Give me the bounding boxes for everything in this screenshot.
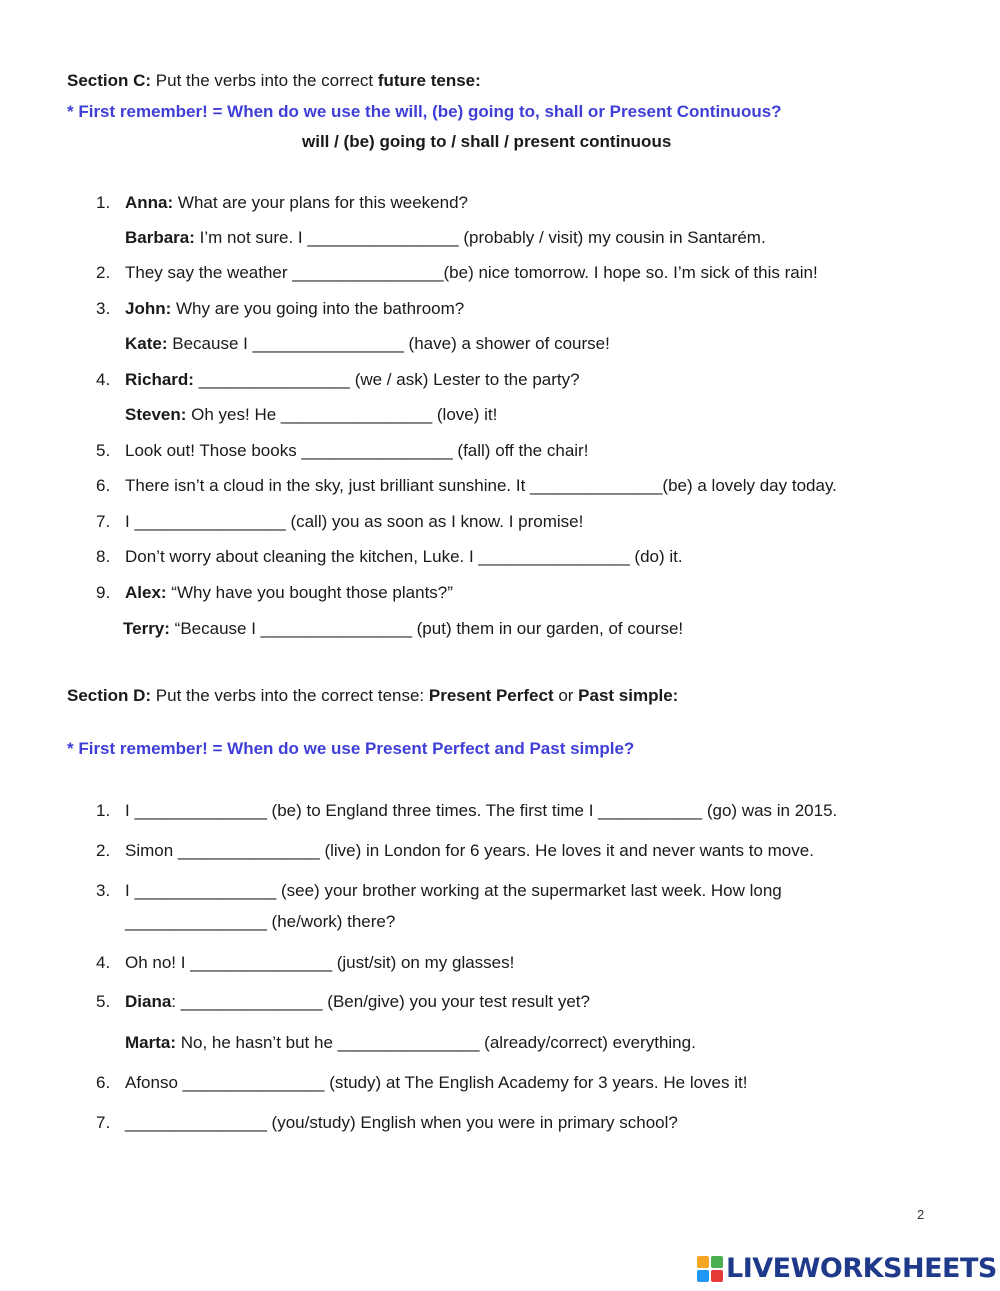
speaker: Kate: [125, 334, 168, 353]
item-text: I’m not sure. I ________________ (probably / visit) my cousin in Santarém. [194, 228, 766, 247]
list-item [125, 334, 610, 354]
item-number: 7. [96, 512, 111, 531]
item-text: Oh yes! He ________________ (love) it! [186, 405, 498, 424]
logo-text: LIVEWORKSHEETS [726, 1253, 997, 1284]
item-number: 5. [96, 992, 111, 1011]
liveworksheets-logo[interactable] [697, 1255, 997, 1282]
section-c-reminder: * First remember! = When do we use the will, (be) going to, shall or Present Continuous? [67, 102, 782, 121]
item-text: No, he hasn’t but he _______________ (already/correct) everything. [176, 1033, 696, 1052]
section-d-tense-2: Past simple: [578, 686, 679, 705]
section-c-options: will / (be) going to / shall / present continuous [302, 132, 672, 151]
logo-block [697, 1270, 709, 1282]
list-item: Don’t worry about cleaning the kitchen, Luke. I ________________ (do) it. [125, 547, 683, 566]
list-item: Afonso _______________ (study) at The English Academy for 3 years. He loves it! [125, 1073, 748, 1092]
section-c-label: Section C: [67, 71, 152, 90]
item-text: Why are you going into the bathroom? [171, 299, 465, 318]
list-item [125, 405, 497, 425]
list-item [125, 299, 464, 319]
item-number: 1. [96, 193, 111, 212]
list-item: Oh no! I _______________ (just/sit) on my glasses! [125, 953, 515, 972]
logo-block [711, 1256, 723, 1268]
item-number: 8. [96, 547, 111, 566]
list-item [125, 370, 580, 390]
section-c-instruction: Put the verbs into the correct [151, 71, 378, 90]
speaker: Anna: [125, 193, 174, 212]
speaker: Terry: [123, 619, 170, 638]
list-item: They say the weather ________________(be) nice tomorrow. I hope so. I’m sick of this rain! [125, 263, 818, 282]
speaker: Richard: [125, 370, 194, 389]
item-text: : _______________ (Ben/give) you your test result yet? [171, 992, 590, 1011]
item-number: 7. [96, 1113, 111, 1132]
list-item: I _______________ (see) your brother working at the supermarket last week. How long [125, 881, 782, 900]
item-text: “Why have you bought those plants?” [166, 583, 453, 602]
speaker: John: [125, 299, 172, 318]
list-item [123, 619, 683, 639]
section-d-label: Section D: [67, 686, 152, 705]
item-text: “Because I ________________ (put) them in our garden, of course! [169, 619, 684, 638]
item-text: ________________ (we / ask) Lester to the party? [193, 370, 580, 389]
item-number: 2. [96, 263, 111, 282]
speaker: Marta: [125, 1033, 177, 1052]
section-c-heading [67, 71, 481, 91]
item-number: 2. [96, 841, 111, 860]
list-item [125, 228, 766, 248]
list-item: Look out! Those books ________________ (fall) off the chair! [125, 441, 589, 460]
list-item: There isn’t a cloud in the sky, just brilliant sunshine. It ______________(be) a lovely day today. [125, 476, 837, 495]
item-number: 4. [96, 953, 111, 972]
item-number: 6. [96, 476, 111, 495]
section-d-tense-1: Present Perfect [428, 686, 554, 705]
section-d-or: or [553, 686, 579, 705]
list-item [125, 992, 590, 1012]
item-number: 3. [96, 881, 111, 900]
list-item [125, 583, 453, 603]
speaker: Diana [125, 992, 172, 1011]
list-item: _______________ (you/study) English when you were in primary school? [125, 1113, 678, 1132]
liveworksheets-icon [697, 1256, 723, 1282]
item-number: 3. [96, 299, 111, 318]
list-item [125, 193, 468, 213]
item-number: 5. [96, 441, 111, 460]
item-text: What are your plans for this weekend? [173, 193, 468, 212]
speaker: Steven: [125, 405, 187, 424]
item-number: 9. [96, 583, 111, 602]
speaker: Barbara: [125, 228, 195, 247]
list-item: _______________ (he/work) there? [125, 912, 396, 931]
logo-block [711, 1270, 723, 1282]
section-d-instruction: Put the verbs into the correct tense: [151, 686, 429, 705]
logo-block [697, 1256, 709, 1268]
section-c-tense: future tense: [377, 71, 481, 90]
list-item [125, 1033, 696, 1053]
list-item: I ______________ (be) to England three times. The first time I ___________ (go) was in 2015. [125, 801, 838, 820]
section-d-heading [67, 686, 678, 706]
list-item: Simon _______________ (live) in London for 6 years. He loves it and never wants to move. [125, 841, 814, 860]
page-number: 2 [917, 1207, 925, 1222]
section-d-reminder: * First remember! = When do we use Present Perfect and Past simple? [67, 739, 635, 758]
item-text: Because I ________________ (have) a shower of course! [167, 334, 610, 353]
item-number: 6. [96, 1073, 111, 1092]
speaker: Alex: [125, 583, 167, 602]
item-number: 4. [96, 370, 111, 389]
item-number: 1. [96, 801, 111, 820]
list-item: I ________________ (call) you as soon as I know. I promise! [125, 512, 584, 531]
